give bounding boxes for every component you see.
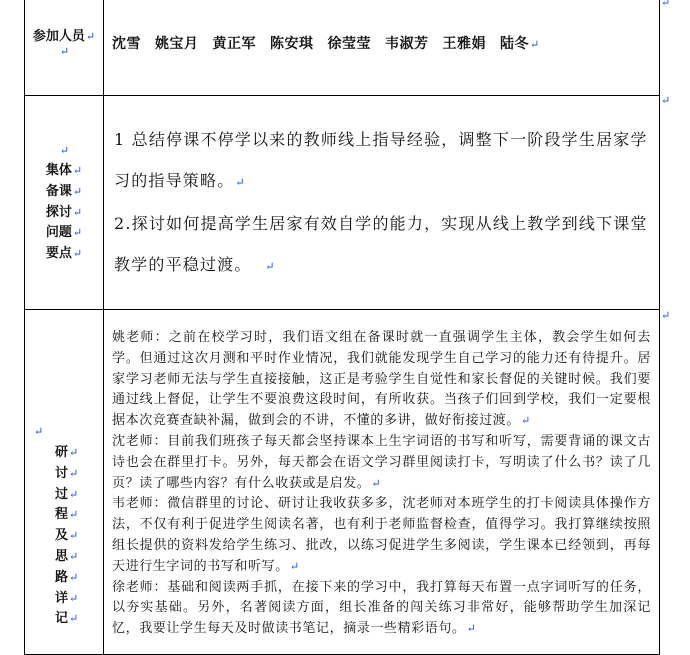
paragraph-mark: ↵ [661, 309, 671, 322]
paragraph-mark: ↵ [661, 94, 671, 107]
attendance-label-cell: 参加人员↵ ↵ [25, 0, 104, 96]
topics-label-cell: ↵ 集体↵ 备课↵ 探讨↵ 问题↵ 要点↵ [25, 96, 104, 310]
attendee-name: 沈雪 [112, 36, 141, 52]
record-entry: 姚老师：之前在校学习时，我们语文组在备课时就一直强调学生主体，教会学生如何去学。但通过这次月测和平时作业情况，我们就能发现学生自己学习的能力还有待提升。居家学习老师无法与学生直接接触，这正是考验学生自觉性和家长督促的关键时候。我们要通过线上督促，让学生不要浪费这段时间，有所收获。当孩子们回到学校，我们一定要根据本次竞赛查缺补漏，做到会的不讲，不懂的多讲，做好衔接过渡。↵ [112, 330, 651, 429]
record-cell [104, 310, 660, 655]
attendee-name: 陆冬 [500, 36, 529, 52]
topics-label-line: 探讨↵ [45, 204, 83, 220]
attendees-cell: 沈雪 姚宝月 黄正军 陈安琪 徐莹莹 韦淑芳 王雅娟 陆冬↵ [104, 0, 660, 96]
record-entry: 韦老师：微信群里的讨论、研讨让我收获多多，沈老师对本班学生的打卡阅读具体操作方法，不仅有利于促进学生阅读名著，也有利于老师监督检查，值得学习。我打算继续按照组长提供的资料发给学生练习、批改，以练习促进学生多阅读，学生课本已经领到，再每天进行生字词的书写和听写。↵ [112, 496, 651, 574]
attendance-label: 参加人员 [32, 28, 85, 44]
attendee-name: 徐莹莹 [327, 36, 371, 52]
topics-label-line: 问题↵ [45, 225, 83, 241]
record-entry: 徐老师：基础和阅读两手抓，在接下来的学习中，我打算每天布置一点字词听写的任务，以夯实基础。另外，名著阅读方面，组长准备的闯关练习非常好，能够帮助学生加深记忆，我要让学生每天及时做读书笔记，摘录一些精彩语句。↵ [112, 579, 651, 637]
topic-item: 1 总结停课不停学以来的教师线上指导经验，调整下一阶段学生居家学习的指导策略。↵ [114, 129, 648, 190]
meeting-record-table [24, 0, 660, 655]
attendance-row [25, 0, 660, 96]
attendee-name: 韦淑芳 [385, 36, 429, 52]
topics-label-line: 要点↵ [45, 245, 83, 261]
topic-item: 2.探讨如何提高学生居家有效自学的能力，实现从线上教学到线下课堂教学的平稳过渡。 ↵ [114, 213, 648, 274]
attendee-name: 陈安琪 [270, 36, 314, 52]
attendee-name: 王雅娟 [442, 36, 486, 52]
record-row [25, 310, 660, 655]
paragraph-mark: ↵ [661, 0, 671, 9]
record-entry: 沈老师：目前我们班孩子每天都会坚持课本上生字词语的书写和听写，需要背诵的课文古诗也会在群里打卡。另外，每天都会在语文学习群里阅读打卡，写明读了什么书？读了几页？读了哪些内容？有什么收获或是启发。↵ [112, 434, 651, 491]
topics-label-line: 集体↵ [45, 163, 83, 179]
topics-cell [104, 96, 660, 310]
topics-label-line: 备课↵ [45, 183, 83, 199]
record-label-cell: ↵ 研↵ 讨↵ 过↵ 程↵ 及↵ 思↵ 路↵ 详↵ 记↵ [25, 310, 104, 655]
attendee-name: 黄正军 [212, 36, 256, 52]
topics-row [25, 96, 660, 310]
attendee-name: 姚宝月 [155, 36, 199, 52]
